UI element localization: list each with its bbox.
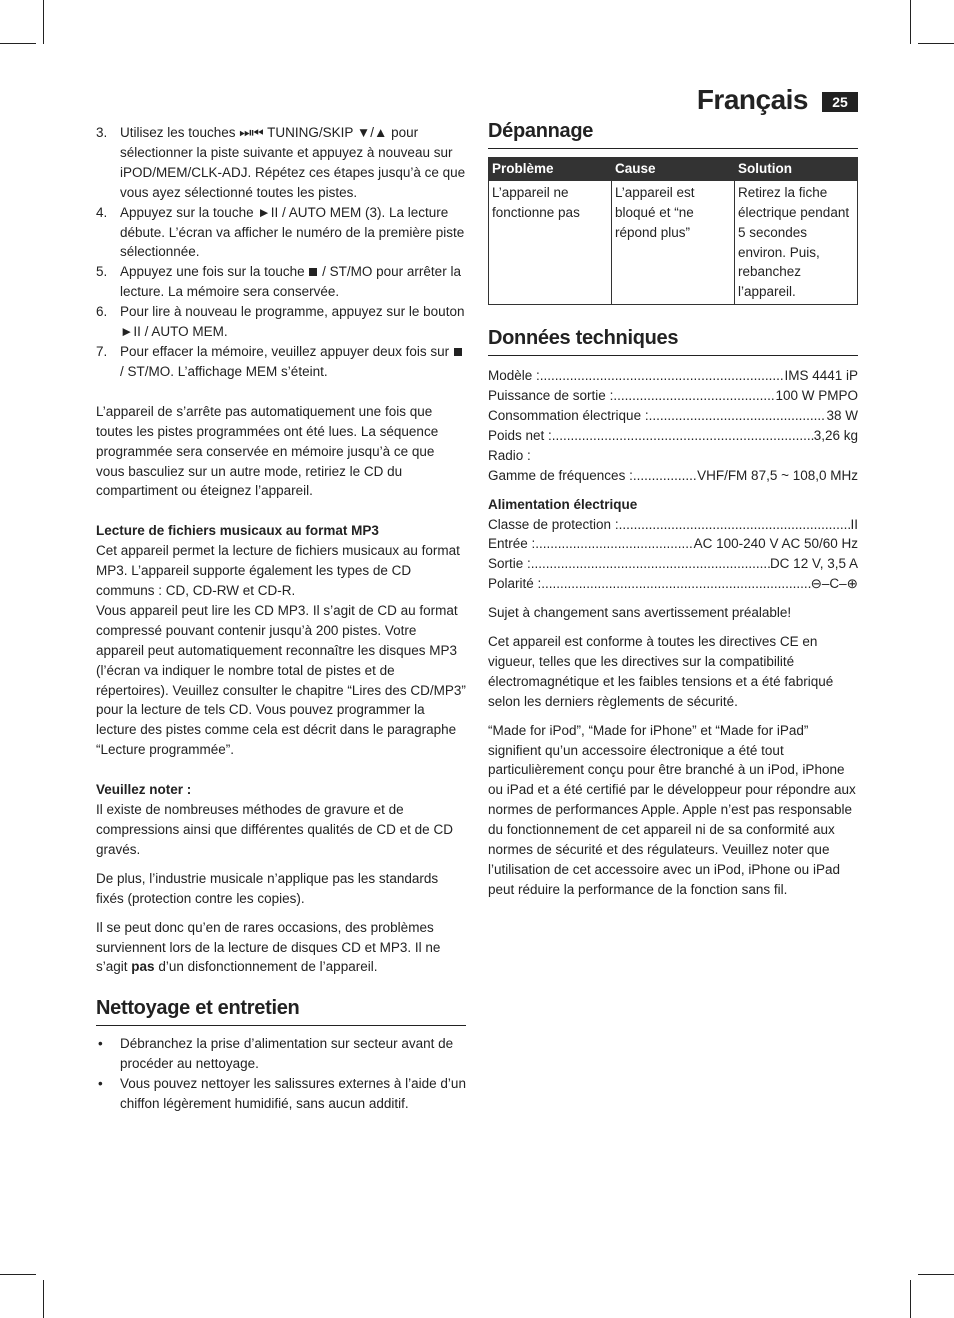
step-text: / ST/MO pour arrêter la lecture. La mémoire sera conservée. — [120, 264, 461, 300]
spec-row: Classe de protection : ..... II — [488, 515, 858, 535]
crop-mark — [0, 1274, 36, 1275]
stop-icon — [309, 268, 317, 276]
step-text: / ST/MO. L’affichage MEM s’éteint. — [120, 363, 328, 379]
bullet-icon: • — [98, 1036, 103, 1052]
bullet-icon: • — [98, 1076, 103, 1092]
auto-stop-paragraph: L’appareil de s’arrête pas automatiquement une fois que toutes les pistes programmées ont été lues. La séquence programmée sera conservée en mémoire jusqu’à ce que vous basculiez sur un autre mode, retiriez le CD du compartiment ou éteignez l’appareil. — [96, 403, 439, 499]
step-text: Utilisez les touches ⏭⏮ TUNING/SKIP ▼/▲ pour sélectionner la piste suivante et appuyez à nouveau sur iPOD/MEM/CLK-ADJ. Répétez ces étapes jusqu’à ce que vous ayez sélectionné toutes les pistes. — [120, 125, 466, 200]
table-header-problem: Problème — [489, 157, 612, 180]
spec-row: Gamme de fréquences : ..... VHF/FM 87,5 ~ 108,0 MHz — [488, 466, 858, 486]
program-step: 7. Pour effacer la mémoire, veuillez appuyer deux fois sur / ST/MO. L’affichage MEM s’éteint. — [96, 342, 466, 382]
spec-row: Sortie : ..... DC 12 V, 3,5 A — [488, 554, 858, 574]
crop-mark — [43, 1280, 44, 1318]
stop-icon — [454, 348, 462, 356]
crop-mark — [918, 43, 954, 44]
table-cell: Retirez la fiche électrique pendant 5 secondes environ. Puis, rebanchez l’appareil. — [735, 180, 858, 304]
troubleshooting-heading: Dépannage — [488, 122, 858, 149]
program-step: 3. Utilisez les touches ⏭⏮ TUNING/SKIP ▼/▲ pour sélectionner la piste suivante et appuyez à nouveau sur iPOD/MEM/CLK-ADJ. Répétez ces étapes jusqu’à ce que vous ayez sélectionné toutes les pistes. — [96, 125, 466, 200]
spec-row: Puissance de sortie : ..... 100 W PMPO — [488, 386, 858, 406]
table-header-cause: Cause — [612, 157, 735, 180]
mp3-paragraph: Cet appareil permet la lecture de fichiers musicaux au format MP3. L’appareil supporte également les types de CD communs : CD, CD-RW et CD-R. — [96, 543, 460, 599]
mp3-paragraph: Vous appareil peut lire les CD MP3. Il s’agit de CD au format compressé pouvant contenir jusqu’à 200 pistes. Votre appareil peut automatiquement reconnaître les disques MP3 (l’écran va indiquer le nombre total de pistes et de répertoires). Veuillez consulter le chapitre “Lires des CD/MP3” pour la lecture de tels CD. Vous pouvez programmer la lecture des pistes comme cela est décrit dans le paragraphe “Lecture programmée”. — [96, 602, 466, 758]
table-header-solution: Solution — [735, 157, 858, 180]
crop-mark — [918, 1274, 954, 1275]
page-number: 25 — [822, 92, 858, 112]
step-text: Pour effacer la mémoire, veuillez appuyer deux fois sur — [120, 343, 450, 359]
mp3-heading: Lecture de fichiers musicaux au format MP3 — [96, 523, 379, 539]
note-paragraph: De plus, l’industrie musicale n’applique pas les standards fixés (protection contre les copies). — [96, 870, 439, 906]
spec-row: Entrée : ..... AC 100-240 V AC 50/60 Hz — [488, 534, 858, 554]
crop-mark — [0, 43, 36, 44]
polarity-icon: ⊖–C–⊕ — [810, 576, 858, 592]
step-text: Appuyez une fois sur la touche — [120, 264, 305, 280]
crop-mark — [910, 0, 911, 44]
cleaning-heading: Nettoyage et entretien — [96, 999, 466, 1026]
troubleshooting-table — [488, 157, 858, 305]
spec-row: Polarité : ..... ⊖–C–⊕ — [488, 574, 858, 594]
change-notice: Sujet à changement sans avertissement préalable! — [488, 605, 792, 621]
emphasis-text: pas — [131, 959, 155, 975]
list-item: • Vous pouvez nettoyer les salissures externes à l’aide d’un chiffon légèrement humidifié, sans aucun additif. — [98, 1076, 466, 1111]
spec-row: Poids net : ..... 3,26 kg — [488, 426, 858, 446]
note-paragraph: Il existe de nombreuses méthodes de gravure et de compressions ainsi que différentes qualités de CD et de CD gravés. — [96, 802, 453, 857]
technical-data-heading: Données techniques — [488, 329, 858, 356]
step-text: Appuyez sur la touche ►II / AUTO MEM (3). La lecture débute. L’écran va afficher le numéro de la première piste sélectionnée. — [120, 204, 465, 260]
table-row — [489, 180, 858, 304]
program-step: 5. Appuyez une fois sur la touche / ST/MO pour arrêter la lecture. La mémoire sera conservée. — [96, 264, 461, 300]
power-supply-heading: Alimentation électrique — [488, 496, 638, 512]
note-heading: Veuillez noter : — [96, 782, 192, 798]
table-cell: L’appareil est bloqué et “ne répond plus” — [612, 180, 735, 304]
list-item: • Débranchez la prise d’alimentation sur secteur avant de procéder au nettoyage. — [98, 1036, 454, 1072]
spec-row: Consommation électrique : ..... 38 W — [488, 406, 858, 426]
left-column — [96, 123, 466, 1114]
program-step: 6. Pour lire à nouveau le programme, appuyez sur le bouton ►II / AUTO MEM. — [96, 304, 465, 340]
ce-paragraph: Cet appareil est conforme à toutes les directives CE en vigueur, telles que les directives sur la compatibilité électromagnétique et les faibles tensions et a été fabriqué selon les derniers règlements de sécurité. — [488, 634, 834, 709]
spec-row: Modèle : ..... IMS 4441 iP — [488, 366, 858, 386]
apple-paragraph: “Made for iPod”, “Made for iPhone” et “Made for iPad” signifient qu’un accessoire électronique a été tout particulièrement conçu pour être branché à un iPod, iPhone ou iPad et a été certifié par le développeur pour répondre aux normes de performances Apple. Apple n’est pas responsable du fonctionnement de cet appareil ni de sa conformité aux normes de sécurité et des régulateurs. Veuillez noter que l’utilisation de cet accessoire avec un iPod, iPhone ou iPad peut réduire la performance de la fonction sans fil. — [488, 722, 856, 897]
program-step: 4. Appuyez sur la touche ►II / AUTO MEM (3). La lecture débute. L’écran va afficher le numéro de la première piste sélectionnée. — [96, 204, 465, 260]
page-language-title: Français — [696, 84, 808, 115]
note-paragraph: Il se peut donc qu’en de rares occasions, des problèmes surviennent lors de la lecture de disques CD et MP3. Il ne s’agit pas d’un disfonctionnement de l’appareil. — [96, 919, 441, 975]
step-text: Pour lire à nouveau le programme, appuyez sur le bouton ►II / AUTO MEM. — [120, 304, 465, 340]
table-cell: L’appareil ne fonctionne pas — [489, 180, 612, 304]
radio-label: Radio : — [488, 447, 531, 463]
right-column — [488, 122, 858, 900]
crop-mark — [43, 0, 44, 44]
crop-mark — [910, 1280, 911, 1318]
